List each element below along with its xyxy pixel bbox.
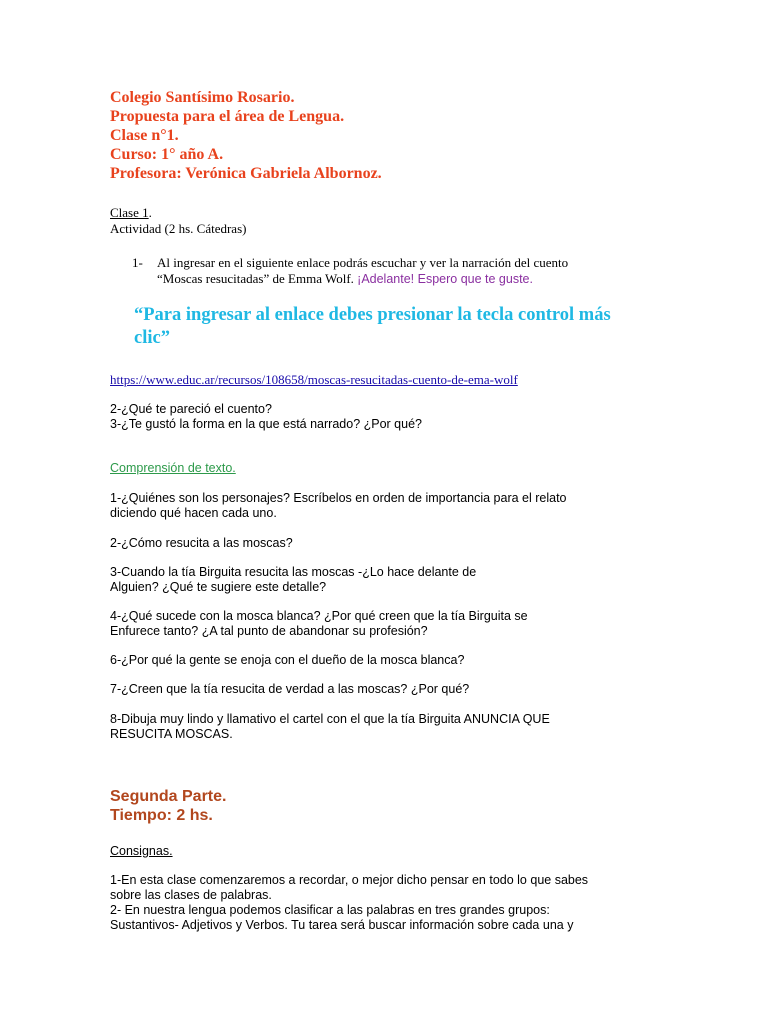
segunda-title: Segunda Parte.	[110, 788, 227, 805]
activity-line: Actividad (2 hs. Cátedras)	[110, 221, 247, 236]
question-2: 2-¿Qué te pareció el cuento?	[110, 402, 272, 416]
comp-q3-line2: Alguien? ¿Qué te sugiere este detalle?	[110, 580, 327, 594]
header-area: Propuesta para el área de Lengua.	[110, 108, 345, 125]
header-teacher: Profesora: Verónica Gabriela Albornoz.	[110, 165, 382, 182]
comp-q6: 6-¿Por qué la gente se enoja con el dueño de la mosca blanca?	[110, 653, 465, 667]
item1-number: 1-	[132, 255, 143, 270]
clase-title-text: Clase 1	[110, 205, 149, 220]
segunda-line-3: 2- En nuestra lengua podemos clasificar a las palabras en tres grandes grupos:	[110, 903, 550, 917]
instruction-line2: clic”	[134, 328, 170, 348]
comp-q4-line2: Enfurece tanto? ¿A tal punto de abandonar su profesión?	[110, 624, 428, 638]
segunda-line-4: Sustantivos- Adjetivos y Verbos. Tu tarea será buscar información sobre cada una y	[110, 918, 574, 932]
comp-q8-line2: RESUCITA MOSCAS.	[110, 727, 233, 741]
header-course: Curso: 1° año A.	[110, 146, 224, 163]
comp-q1-line2: diciendo qué hacen cada uno.	[110, 506, 277, 520]
comp-q7: 7-¿Creen que la tía resucita de verdad a las moscas? ¿Por qué?	[110, 682, 470, 696]
clase-title-suffix: .	[148, 205, 152, 220]
segunda-line-2: sobre las clases de palabras.	[110, 888, 272, 902]
comp-q4-line1: 4-¿Qué sucede con la mosca blanca? ¿Por qué creen que la tía Birguita se	[110, 609, 528, 623]
clase-title	[110, 205, 152, 221]
comp-q3-line1: 3-Cuando la tía Birguita resucita las moscas -¿Lo hace delante de	[110, 565, 477, 579]
consignas-heading	[110, 844, 173, 859]
comp-q8-line1: 8-Dibuja muy lindo y llamativo el cartel con el que la tía Birguita ANUNCIA QUE	[110, 712, 550, 726]
header-class: Clase n°1.	[110, 127, 179, 144]
segunda-line-1: 1-En esta clase comenzaremos a recordar, o mejor dicho pensar en todo lo que sabes	[110, 873, 589, 887]
cuento-link[interactable]: https://www.educ.ar/recursos/108658/moscas-resucitadas-cuento-de-ema-wolf	[110, 372, 518, 387]
question-3: 3-¿Te gustó la forma en la que está narrado? ¿Por qué?	[110, 417, 422, 431]
item1-line1: Al ingresar en el siguiente enlace podrás escuchar y ver la narración del cuento	[157, 255, 569, 270]
comp-q2: 2-¿Cómo resucita a las moscas?	[110, 536, 293, 550]
header-school: Colegio Santísimo Rosario.	[110, 89, 295, 106]
item1-highlight: ¡Adelante! Espero que te guste.	[357, 272, 533, 286]
instruction-line1: “Para ingresar al enlace debes presionar la tecla control más	[134, 305, 611, 325]
comp-q1-line1: 1-¿Quiénes son los personajes? Escríbelos en orden de importancia para el relato	[110, 491, 567, 505]
item1-line2	[157, 271, 533, 287]
item1-line2-text: “Moscas resucitadas” de Emma Wolf.	[157, 271, 354, 286]
segunda-time: Tiempo: 2 hs.	[110, 807, 213, 824]
consignas-heading-text: Consignas.	[110, 844, 173, 858]
comprension-heading: Comprensión de texto.	[110, 461, 236, 475]
